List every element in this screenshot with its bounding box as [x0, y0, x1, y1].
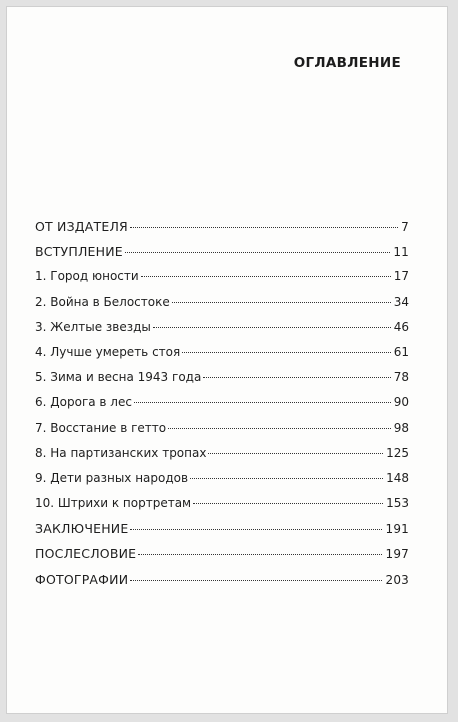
toc-entry: [35, 441, 409, 466]
toc-list: [35, 214, 409, 592]
toc-entry: [35, 315, 409, 340]
toc-entry: [35, 365, 409, 390]
toc-dot-leader: [172, 302, 391, 303]
toc-entry-title: 7. Восстание в гетто: [35, 420, 167, 435]
toc-dot-leader: [203, 377, 390, 378]
toc-entry-title: 3. Желтые звезды: [35, 319, 151, 334]
toc-entry-page-number: 153: [386, 496, 409, 511]
toc-dot-leader: [168, 428, 391, 429]
toc-dot-leader: [138, 554, 382, 555]
toc-entry-page-number: 90: [393, 395, 409, 410]
toc-entry: [35, 390, 409, 415]
toc-entry: [35, 466, 409, 491]
toc-entry-title: ЗАКЛЮЧЕНИЕ: [35, 521, 129, 537]
toc-entry: [35, 214, 409, 239]
toc-entry: [35, 567, 409, 592]
toc-entry-page-number: 46: [393, 319, 409, 334]
toc-entry-page-number: 197: [385, 547, 409, 562]
toc-entry-title: ОТ ИЗДАТЕЛЯ: [35, 219, 128, 234]
toc-dot-leader: [130, 529, 382, 530]
toc-entry-page-number: 148: [386, 470, 409, 485]
toc-entry: [35, 264, 409, 289]
toc-entry-title: 5. Зима и весна 1943 года: [35, 370, 202, 385]
toc-entry-title: ПОСЛЕСЛОВИЕ: [35, 546, 137, 562]
toc-entry: [35, 516, 409, 541]
toc-entry-page-number: 191: [385, 522, 409, 537]
toc-entry-page-number: 61: [393, 344, 409, 359]
toc-entry-title: 8. На партизанских тропах: [35, 445, 207, 460]
toc-heading: ОГЛАВЛЕНИЕ: [293, 55, 401, 71]
toc-dot-leader: [134, 402, 391, 403]
toc-entry: [35, 541, 409, 566]
toc-entry: [35, 416, 409, 441]
toc-dot-leader: [193, 503, 383, 504]
toc-entry-title: 4. Лучше умереть стоя: [35, 344, 181, 359]
toc-entry-page-number: 78: [393, 370, 409, 385]
toc-dot-leader: [153, 327, 391, 328]
toc-entry-page-number: 34: [393, 294, 409, 309]
toc-dot-leader: [141, 276, 391, 277]
toc-entry-page-number: 98: [393, 420, 409, 435]
toc-entry: [35, 290, 409, 315]
book-page: [6, 6, 448, 714]
toc-entry-page-number: 7: [401, 220, 409, 234]
toc-dot-leader: [130, 580, 382, 581]
toc-entry-page-number: 11: [393, 245, 409, 260]
toc-entry-title: 6. Дорога в лес: [35, 395, 132, 410]
toc-entry-title: 10. Штрихи к портретам: [35, 496, 192, 511]
toc-entry-page-number: 17: [393, 269, 409, 284]
toc-entry-title: 2. Война в Белостоке: [35, 294, 170, 309]
toc-entry-title: 1. Город юности: [35, 269, 139, 284]
toc-dot-leader: [208, 453, 383, 454]
toc-entry: [35, 491, 409, 516]
toc-entry-page-number: 125: [386, 445, 409, 460]
toc-entry-title: 9. Дети разных народов: [35, 470, 189, 485]
toc-entry-title: ФОТОГРАФИИ: [35, 571, 129, 587]
toc-dot-leader: [190, 478, 383, 479]
toc-dot-leader: [182, 352, 391, 353]
toc-entry: [35, 239, 409, 264]
toc-entry: [35, 340, 409, 365]
toc-entry-page-number: 203: [385, 572, 409, 587]
toc-dot-leader: [130, 227, 398, 228]
toc-dot-leader: [125, 252, 390, 253]
toc-entry-title: ВСТУПЛЕНИЕ: [35, 244, 123, 260]
